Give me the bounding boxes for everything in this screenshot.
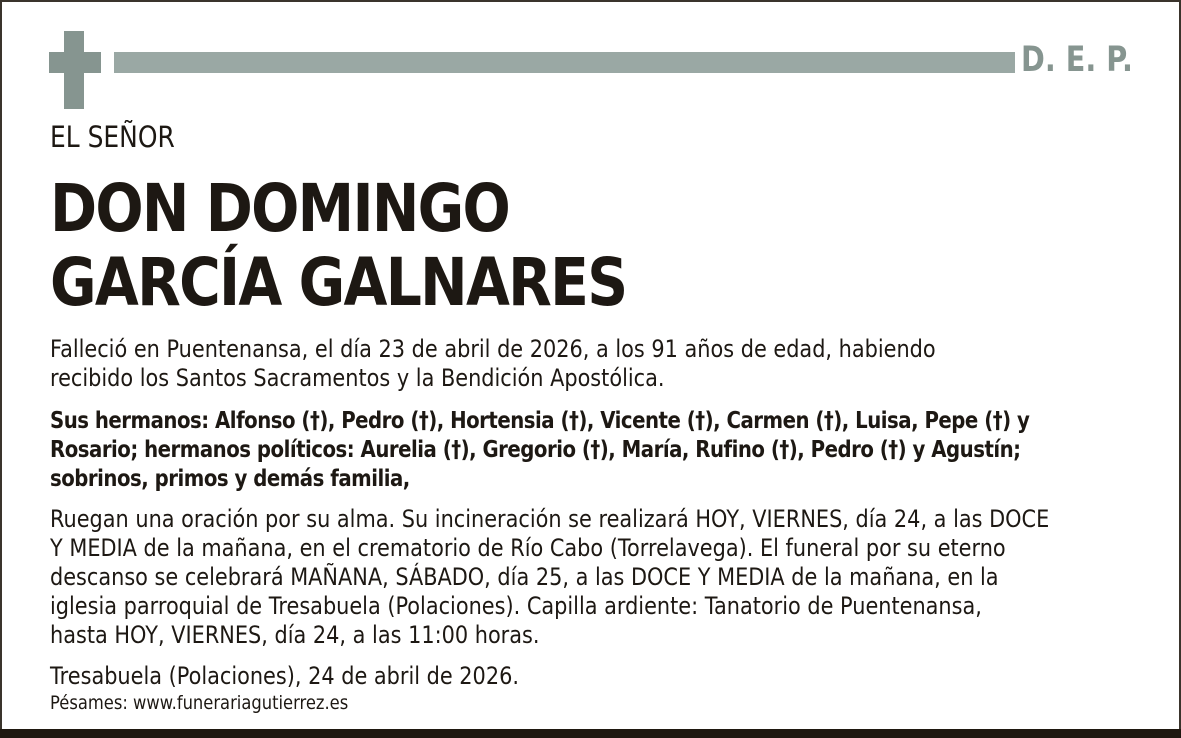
text-line: Y MEDIA de la mañana, en el crematorio de Río Cabo (Torrelavega). El funeral por su eterno (50, 534, 1006, 562)
condolences-line (50, 691, 1125, 715)
dep-label: D. E. P. (1021, 40, 1133, 80)
text-line: Sus hermanos: Alfonso (†), Pedro (†), Hortensia (†), Vicente (†), Carmen (†), Luisa, Pepe (†) y (50, 406, 1030, 434)
text-line: iglesia parroquial de Tresabuela (Polaciones). Capilla ardiente: Tanatorio de Puentenansa, (50, 592, 982, 620)
family-paragraph (50, 406, 1100, 493)
text-line: hasta HOY, VIERNES, día 24, a las 11:00 horas. (50, 621, 540, 649)
death-paragraph (50, 335, 1135, 393)
place-date-text: Tresabuela (Polaciones), 24 de abril de 2026. (50, 662, 519, 690)
text-line: recibido los Santos Sacramentos y la Bendición Apostólica. (50, 364, 665, 392)
text-line: Rosario; hermanos políticos: Aurelia (†), Gregorio (†), María, Rufino (†), Pedro (†) y Agustín; (50, 435, 1021, 463)
text-line: descanso se celebrará MAÑANA, SÁBADO, día 25, a las DOCE Y MEDIA de la mañana, en la (50, 563, 999, 591)
text-line: Falleció en Puentenansa, el día 23 de abril de 2026, a los 91 años de edad, habiendo (50, 335, 936, 363)
condolences-text: Pésames: www.funerariagutierrez.es (50, 692, 349, 714)
deceased-name-line-1: DON DOMINGO (50, 170, 510, 247)
text-line: sobrinos, primos y demás familia, (50, 464, 410, 492)
bottom-band (0, 729, 1181, 738)
cross-icon-arm (49, 52, 101, 73)
place-date (50, 662, 1135, 691)
text-line: Ruegan una oración por su alma. Su incineración se realizará HOY, VIERNES, día 24, a las DOCE (50, 505, 1050, 533)
honorific: EL SEÑOR (50, 120, 175, 154)
service-paragraph (50, 505, 1135, 650)
header-rule (114, 52, 1015, 73)
deceased-name-line-2: GARCÍA GALNARES (50, 244, 627, 321)
